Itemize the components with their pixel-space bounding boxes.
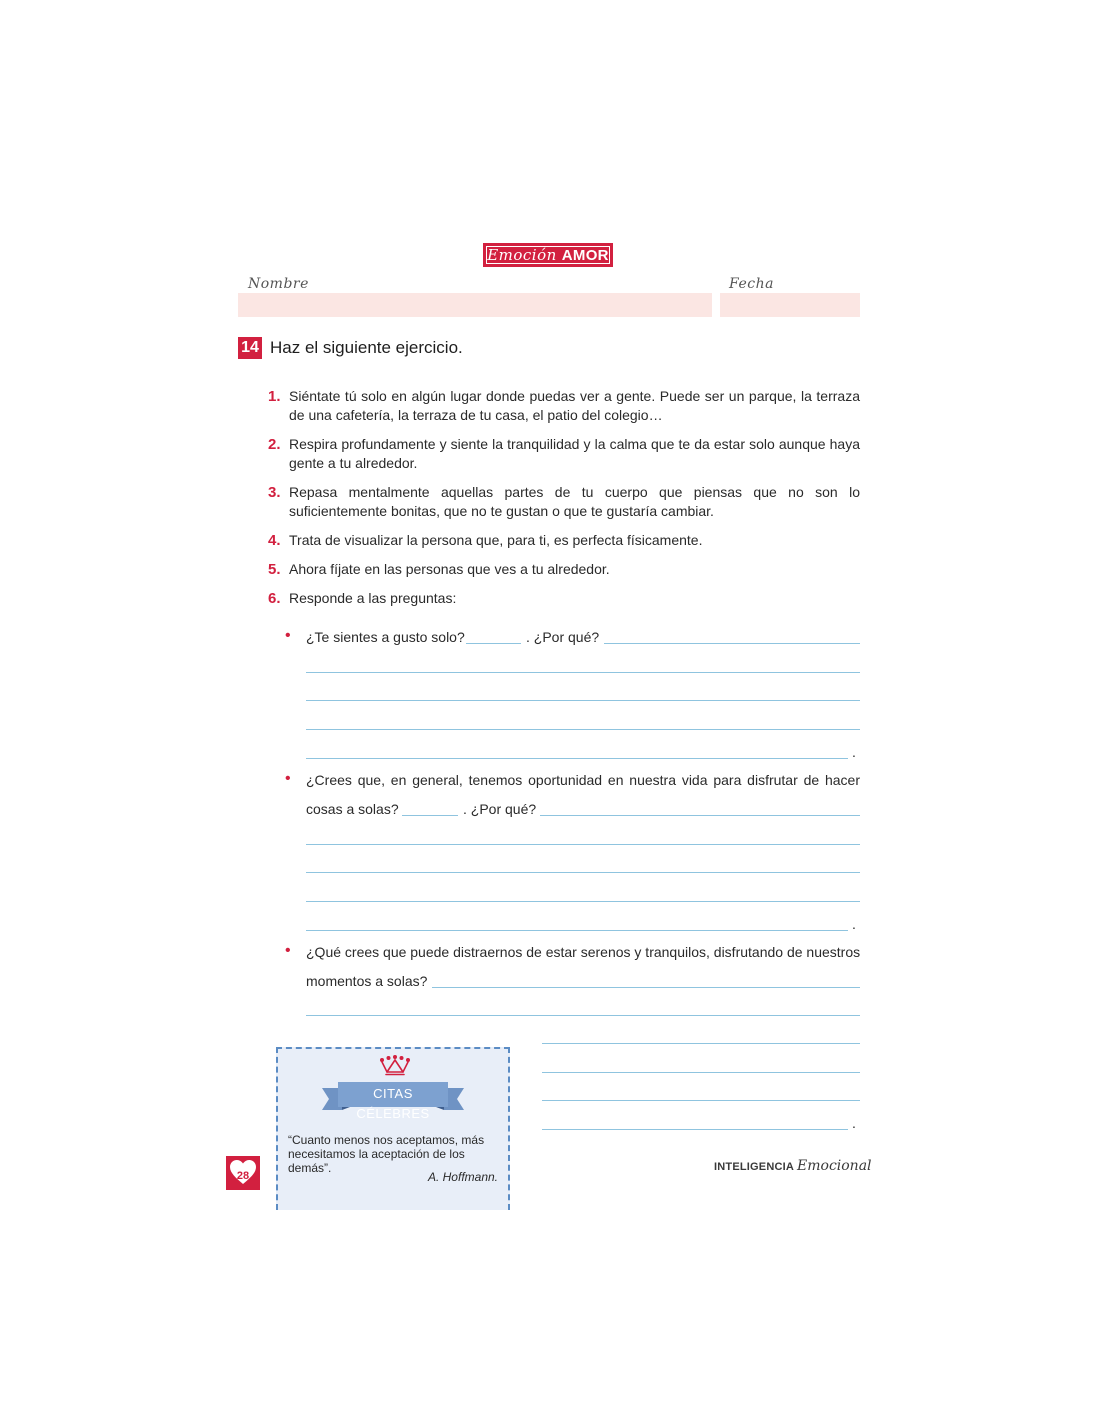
answer-line[interactable] bbox=[542, 1043, 860, 1044]
answer-line[interactable] bbox=[540, 815, 860, 816]
quote-author: A. Hoffmann. bbox=[427, 1170, 498, 1184]
answer-line[interactable] bbox=[542, 1129, 848, 1130]
emotion-word: Emoción bbox=[487, 246, 557, 264]
answer-line[interactable] bbox=[604, 643, 860, 644]
step-number: 6. bbox=[268, 590, 281, 607]
name-label: Nombre bbox=[248, 276, 309, 292]
question-3-text: ¿Qué crees que puede distraernos de estar serenos y tranquilos, disfrutando de nuestros bbox=[306, 944, 861, 960]
step-2 bbox=[268, 435, 860, 473]
answer-line[interactable] bbox=[306, 700, 860, 701]
closing-period: . bbox=[852, 744, 856, 760]
answer-line[interactable] bbox=[306, 672, 860, 673]
question-2-why: . ¿Por qué? bbox=[463, 801, 537, 817]
closing-period: . bbox=[852, 916, 856, 932]
step-number: 2. bbox=[268, 436, 281, 453]
step-1 bbox=[268, 387, 860, 425]
page-number: 28 bbox=[236, 1170, 250, 1182]
question-1-text: ¿Te sientes a gusto solo? bbox=[306, 629, 465, 645]
step-text: Respira profundamente y siente la tranquilidad y la calma que te da estar solo aunque haya gente a tu alrededor. bbox=[289, 436, 860, 471]
answer-short-line[interactable] bbox=[466, 643, 521, 644]
quote-box-title: CITAS CÉLEBRES bbox=[356, 1086, 430, 1121]
step-5 bbox=[268, 560, 860, 579]
answer-line[interactable] bbox=[542, 1072, 860, 1073]
date-field[interactable] bbox=[720, 293, 860, 317]
crown-icon bbox=[379, 1054, 411, 1076]
bullet: • bbox=[285, 627, 291, 644]
quote-text: “Cuanto menos nos aceptamos, más necesitamos la aceptación de los demás”. bbox=[288, 1133, 485, 1175]
question-2-text-cont: cosas a solas? bbox=[306, 801, 399, 817]
step-4 bbox=[268, 531, 860, 550]
brand-bold: INTELIGENCIA bbox=[714, 1161, 795, 1173]
question-2-text: ¿Crees que, en general, tenemos oportunidad en nuestra vida para disfrutar de hacer bbox=[306, 772, 860, 788]
emotion-tag bbox=[483, 243, 613, 267]
closing-period: . bbox=[852, 1115, 856, 1131]
answer-line[interactable] bbox=[306, 872, 860, 873]
step-number: 3. bbox=[268, 484, 281, 501]
answer-short-line[interactable] bbox=[402, 815, 458, 816]
question-3-text-cont: momentos a solas? bbox=[306, 973, 428, 989]
question-1-why: . ¿Por qué? bbox=[526, 629, 600, 645]
brand-script: Emocional bbox=[797, 1158, 872, 1174]
answer-line[interactable] bbox=[306, 729, 860, 730]
answer-line[interactable] bbox=[432, 987, 860, 988]
answer-line[interactable] bbox=[306, 930, 848, 931]
date-label: Fecha bbox=[729, 276, 774, 292]
answer-line[interactable] bbox=[306, 901, 860, 902]
step-text: Siéntate tú solo en algún lugar donde puedas ver a gente. Puede ser un parque, la terraza de una cafetería, la terraza de tu casa, el patio del colegio… bbox=[289, 388, 860, 423]
answer-line[interactable] bbox=[542, 1100, 860, 1101]
exercise-number: 14 bbox=[238, 337, 262, 359]
step-number: 4. bbox=[268, 532, 281, 549]
emotion-name: AMOR bbox=[561, 246, 609, 264]
answer-line[interactable] bbox=[306, 1015, 860, 1016]
name-field[interactable] bbox=[238, 293, 712, 317]
brand-logo bbox=[714, 1155, 872, 1174]
step-text: Repasa mentalmente aquellas partes de tu cuerpo que piensas que no son lo suficientemente bonitas, que no te gustan o que te gustaría cambiar. bbox=[289, 484, 860, 519]
answer-line[interactable] bbox=[306, 758, 848, 759]
step-text: Responde a las preguntas: bbox=[289, 590, 457, 606]
exercise-title: Haz el siguiente ejercicio. bbox=[270, 338, 463, 357]
step-3 bbox=[268, 483, 860, 521]
step-text: Ahora fíjate en las personas que ves a tu alrededor. bbox=[289, 561, 610, 577]
step-number: 1. bbox=[268, 388, 281, 405]
step-text: Trata de visualizar la persona que, para ti, es perfecta físicamente. bbox=[289, 532, 703, 548]
step-6 bbox=[268, 589, 860, 608]
step-number: 5. bbox=[268, 561, 281, 578]
bullet: • bbox=[285, 770, 291, 787]
answer-line[interactable] bbox=[306, 844, 860, 845]
bullet: • bbox=[285, 942, 291, 959]
